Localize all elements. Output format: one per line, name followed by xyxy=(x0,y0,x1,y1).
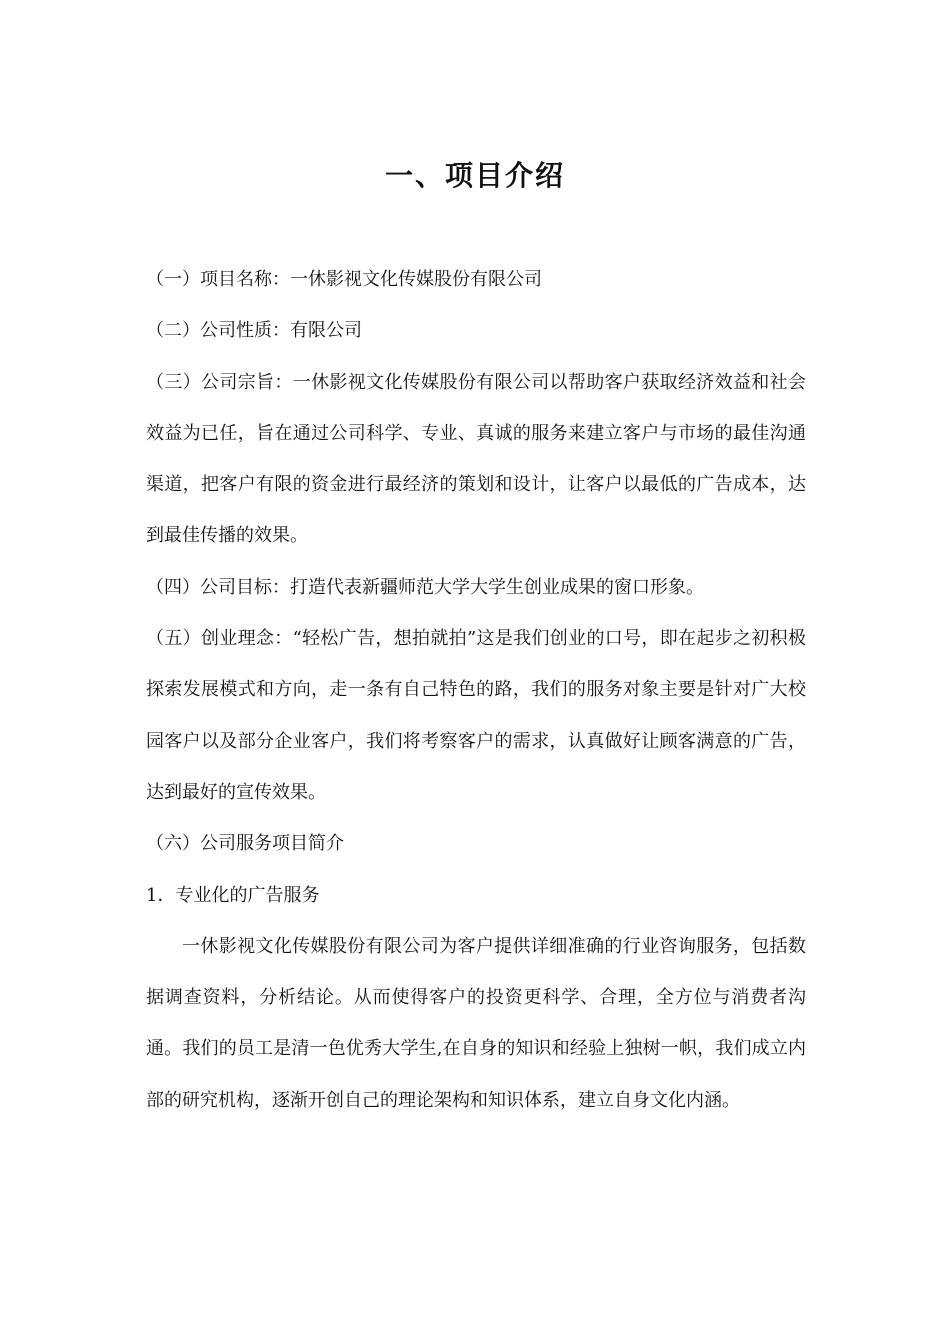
service-overview-heading: （六）公司服务项目简介 xyxy=(146,833,344,855)
service-description-paragraph: 一休影视文化传媒股份有限公司为客户提供详细准确的行业咨询服务，包括数据调查资料，分析结论。从而使得客户的投资更科学、合理，全方位与消费者沟通。我们的员工是清一色优秀大学生,在自身的知识和经验上独树一帜，我们成立内部的研究机构，逐渐开创自己的理论架构和知识体系，建立自身文化内涵。 xyxy=(146,935,806,1111)
document-body xyxy=(146,254,806,1126)
company-goal-paragraph: （四）公司目标：打造代表新疆师范大学大学生创业成果的窗口形象。 xyxy=(146,576,704,598)
company-type-paragraph: （二）公司性质：有限公司 xyxy=(146,320,362,342)
project-name-paragraph: （一）项目名称：一休影视文化传媒股份有限公司 xyxy=(146,269,542,290)
service-item-heading: 1．专业化的广告服务 xyxy=(146,884,320,906)
company-mission-paragraph: （三）公司宗旨：一休影视文化传媒股份有限公司以帮助客户获取经济效益和社会效益为已任，旨在通过公司科学、专业、真诚的服务来建立客户与市场的最佳沟通渠道，把客户有限的资金进行最经济的策划和设计，让客户以最低的广告成本，达到最佳传播的效果。 xyxy=(146,371,806,547)
section-title: 一、项目介绍 xyxy=(384,159,565,192)
business-philosophy-paragraph: （五）创业理念：“轻松广告，想拍就拍”这是我们创业的口号，即在起步之初积极探索发展模式和方向，走一条有自己特色的路，我们的服务对象主要是针对广大校园客户以及部分企业客户，我们将考察客户的需求，认真做好让顾客满意的广告，达到最好的宣传效果。 xyxy=(146,628,806,803)
